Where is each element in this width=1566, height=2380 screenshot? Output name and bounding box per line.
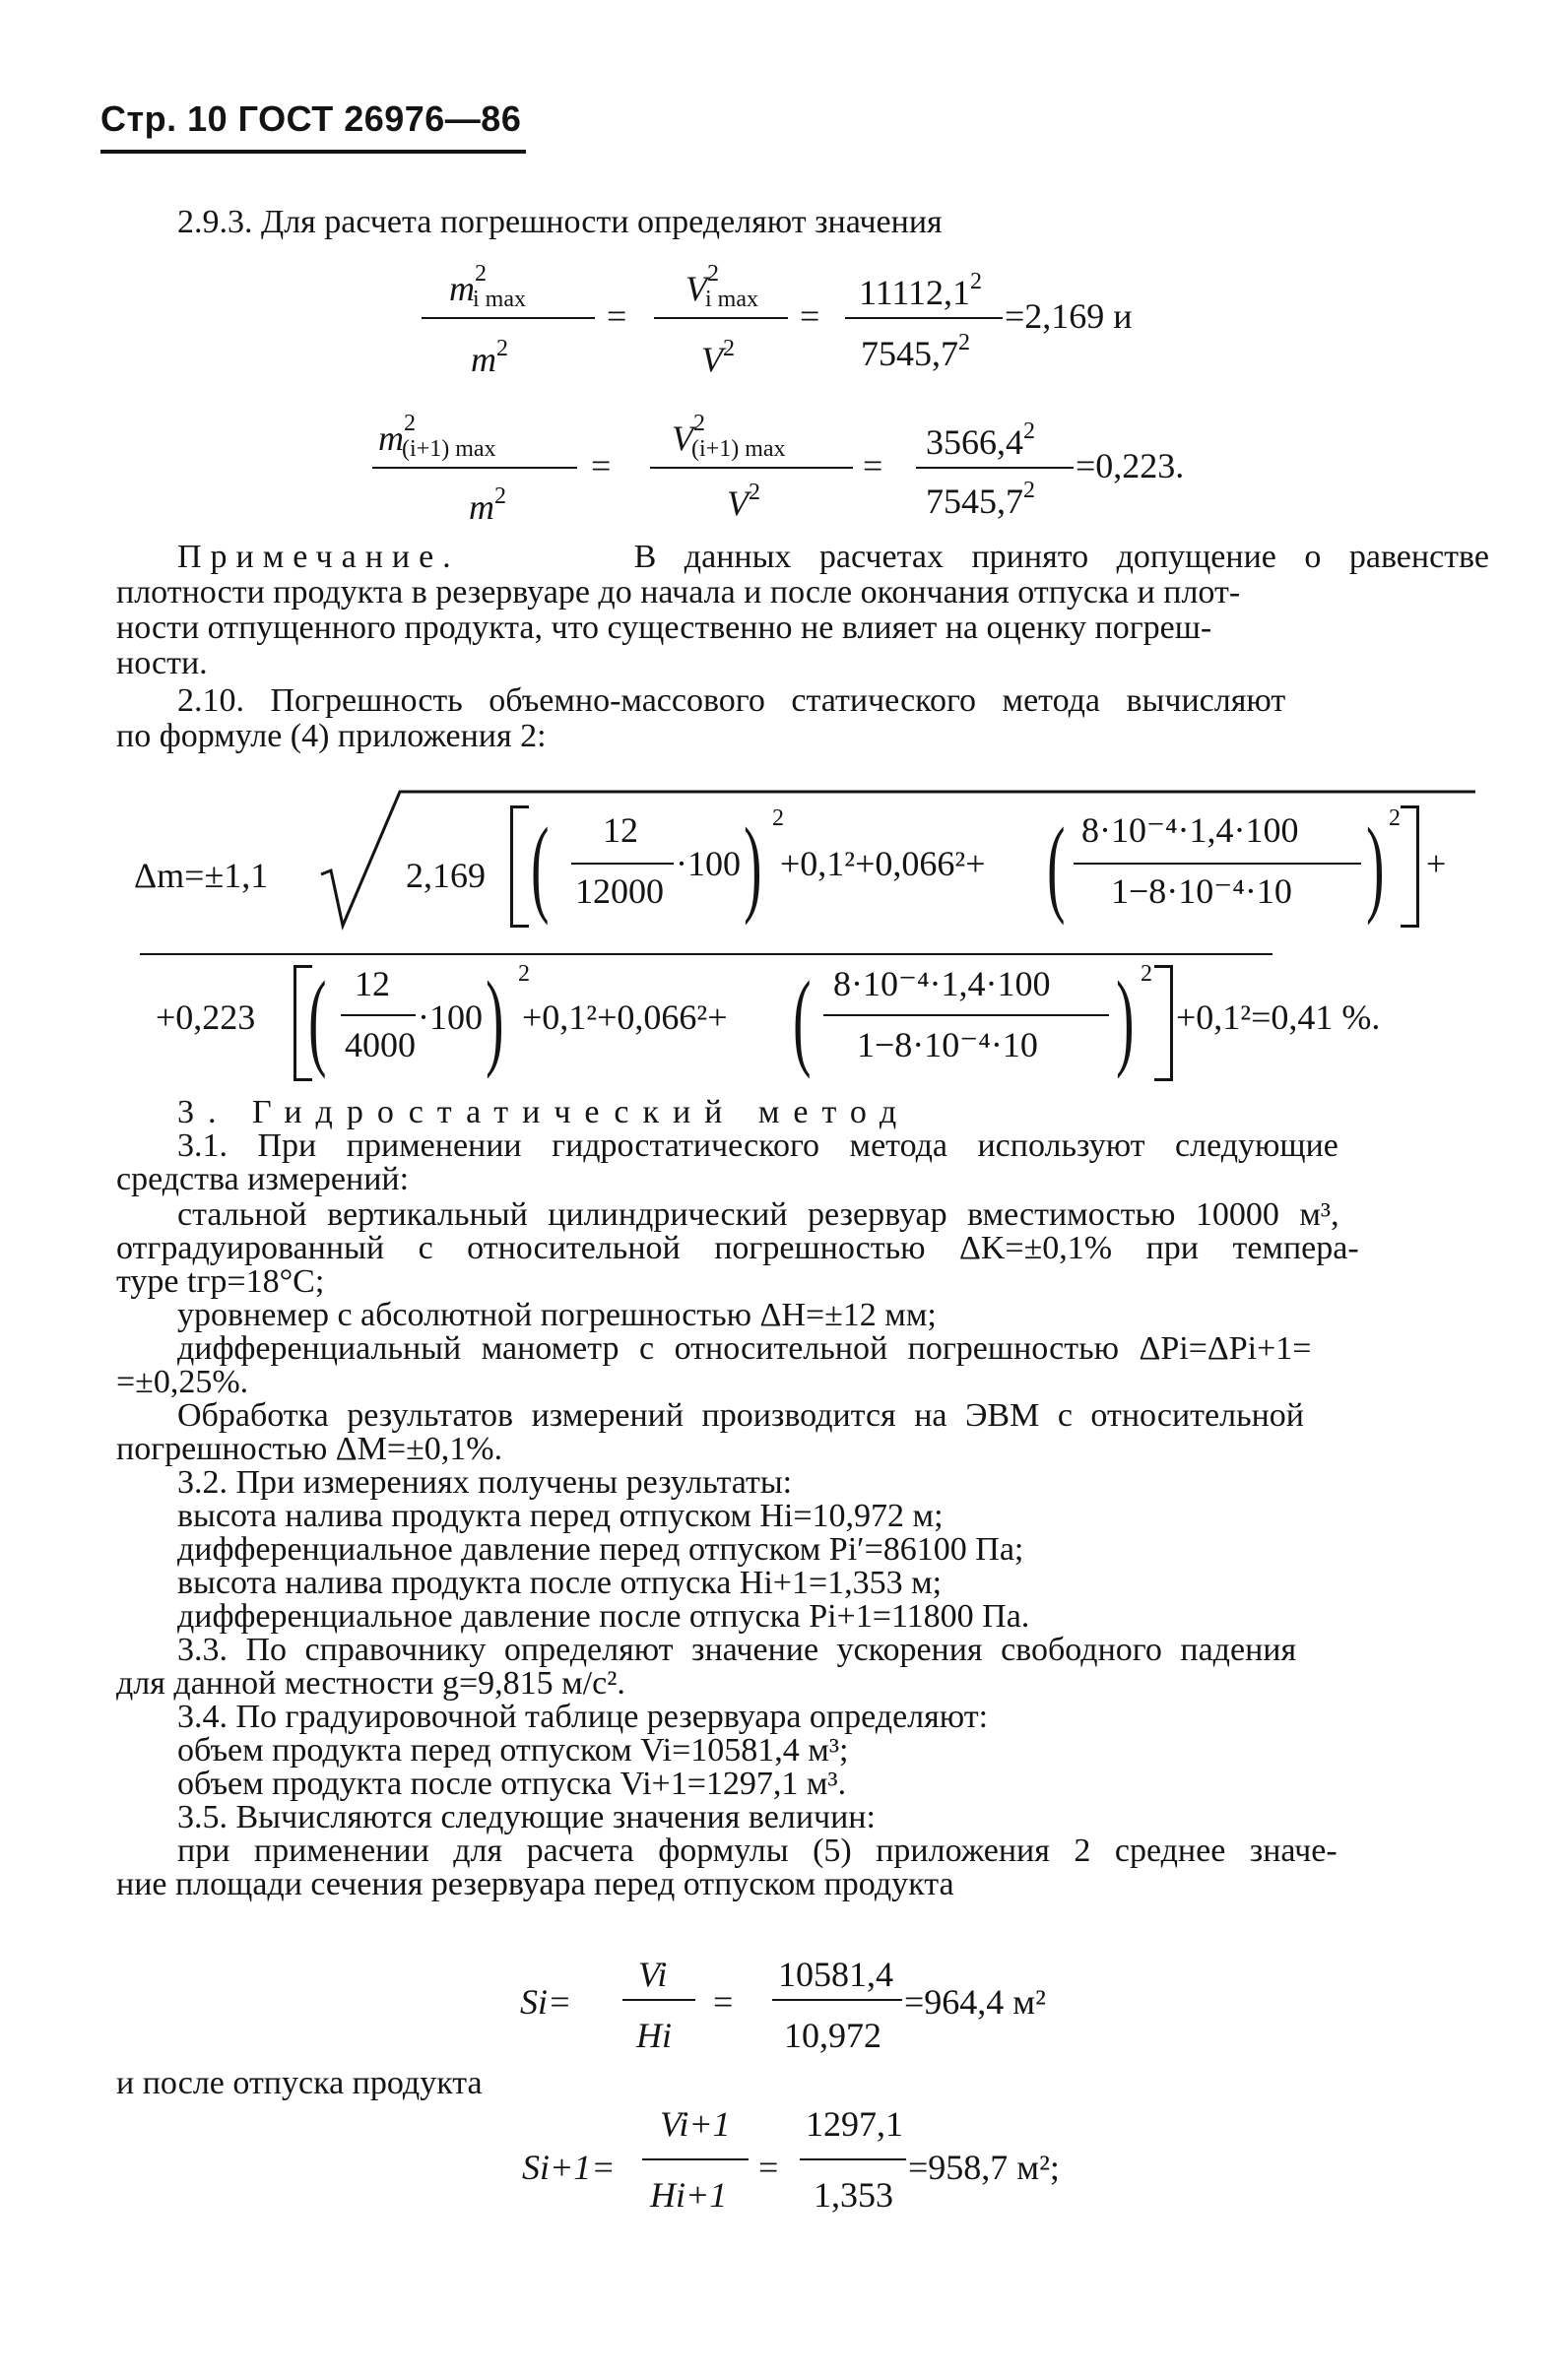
fm-tail: +0,1²=0,41 %. xyxy=(1176,997,1381,1037)
fm-frac-c-num: 12 xyxy=(355,964,390,1003)
fsi1-bar1 xyxy=(642,2158,749,2160)
f2-eq2: = xyxy=(863,446,883,485)
fsi1-bar2 xyxy=(800,2158,906,2160)
fsi-num1: Vi xyxy=(638,1955,668,1994)
s31-line-6: уровнемер с абсолютной погрешностью ΔH=±12 мм; xyxy=(177,1297,937,1333)
fm-lhs: Δm=±1,1 xyxy=(134,856,269,895)
note-label: Примечание. xyxy=(177,539,460,575)
fm-frac-c-bar xyxy=(341,1014,416,1016)
s34-line-3: объем продукта после отпуска Vi+1=1297,1 м³. xyxy=(177,1766,847,1802)
fm-frac-b-den: 1−8·10⁻⁴·10 xyxy=(1111,871,1292,911)
f1-den2: $V^2$ xyxy=(701,336,735,379)
s33-line-2: для данной местности g=9,815 м/с². xyxy=(116,1665,625,1702)
fm-frac-c-den: 4000 xyxy=(345,1025,416,1064)
fsi1-eq: = xyxy=(758,2148,779,2187)
s32-line-4: высота налива продукта после отпуска Hi+1=1,353 м; xyxy=(177,1565,943,1601)
fm-sq-c: 2 xyxy=(518,961,530,987)
note-line-2: плотности продукта в резервуаре до начала и после окончания отпуска и плот- xyxy=(116,574,1241,611)
fsi1-den2: 1,353 xyxy=(814,2175,893,2215)
f2-bar1 xyxy=(372,467,577,469)
fsi1-result: =958,7 м²; xyxy=(908,2148,1060,2187)
fm-frac-a-bar xyxy=(571,863,674,865)
f1-result: =2,169 и xyxy=(1005,296,1133,336)
fsi1-num1: Vi+1 xyxy=(660,2104,731,2144)
s31-line-3: стальной вертикальный цилиндрический резервуар вместимостью 10000 м³, xyxy=(177,1196,1339,1233)
f1-bar2 xyxy=(654,317,788,319)
s33-line-1: 3.3. По справочнику определяют значение ускорения свободного падения xyxy=(177,1632,1297,1668)
fm-frac-b-bar xyxy=(1074,863,1361,865)
fsi-bar1 xyxy=(622,1999,695,2001)
fm-mul100-a: ·100 xyxy=(676,844,741,883)
fm-terms-2: +0,1²+0,066²+ xyxy=(522,997,728,1037)
s293-intro: 2.9.3. Для расчета погрешности определяют значения xyxy=(177,204,943,240)
after-text: и после отпуска продукта xyxy=(116,2065,483,2101)
f1-eq2: = xyxy=(800,296,820,336)
fm-sq-b: 2 xyxy=(1389,805,1401,831)
s32-line-5: дифференциальное давление после отпуска Pi+1=11800 Па. xyxy=(177,1598,1030,1635)
bracket-close-2 xyxy=(1154,965,1173,1081)
s210-line-2: по формуле (4) приложения 2: xyxy=(116,718,547,754)
s31-line-1: 3.1. При применении гидростатического метода используют следующие xyxy=(177,1127,1338,1164)
f2-result: =0,223. xyxy=(1076,446,1185,485)
fm-frac-d-den: 1−8·10⁻⁴·10 xyxy=(857,1025,1038,1064)
f2-bar2 xyxy=(650,467,853,469)
f2-num1: $m^2(i+1)$ max xyxy=(378,411,496,462)
s35-line-2: при применении для расчета формулы (5) приложения 2 среднее значе- xyxy=(177,1833,1338,1869)
s35-line-3: ние площади сечения резервуара перед отпуском продукта xyxy=(116,1866,954,1902)
fm-frac-a-den: 12000 xyxy=(575,871,664,911)
f1-den3: 7545,7$^2$ xyxy=(861,330,970,373)
f2-eq1: = xyxy=(591,446,612,485)
s32-line-2: высота налива продукта перед отпуском Hi=10,972 м; xyxy=(177,1498,944,1534)
fm-terms-1: +0,1²+0,066²+ xyxy=(780,844,986,883)
f2-num2: $V^2(i+1)$ max xyxy=(672,411,786,462)
fsi-num2: 10581,4 xyxy=(778,1955,893,1994)
s34-line-2: объем продукта перед отпуском Vi=10581,4 м³; xyxy=(177,1732,849,1769)
fsi1-lhs: Si+1= xyxy=(522,2148,616,2187)
s32-line-3: дифференциальное давление перед отпуском Pi′=86100 Па; xyxy=(177,1531,1024,1568)
fm-sq-d: 2 xyxy=(1141,961,1152,987)
paren-close-b: ) xyxy=(1366,805,1385,926)
fm-frac-d-bar xyxy=(823,1014,1109,1016)
paren-open-b: ( xyxy=(1047,805,1066,926)
fsi-result: =964,4 м² xyxy=(904,1982,1046,2022)
fsi-lhs: Si= xyxy=(520,1982,572,2022)
f2-den3: 7545,7$^2$ xyxy=(926,478,1035,521)
fsi1-den1: Hi+1 xyxy=(650,2175,728,2215)
f2-bar3 xyxy=(916,467,1074,469)
s35-line-1: 3.5. Вычисляются следующие значения величин: xyxy=(177,1799,876,1835)
fsi1-num2: 1297,1 xyxy=(806,2104,903,2144)
f2-den2: $V^2$ xyxy=(727,480,760,523)
f1-num2: $V^2i$ max xyxy=(685,261,758,312)
fm-frac-d-num: 8·10⁻⁴·1,4·100 xyxy=(833,964,1051,1003)
f1-bar3 xyxy=(845,317,1003,319)
fsi-eq: = xyxy=(713,1982,734,2022)
f1-eq1: = xyxy=(607,296,627,336)
note-line-1-rest: В данных расчетах принято допущение о равенстве xyxy=(633,539,1489,575)
fm-k2: +0,223 xyxy=(156,997,256,1037)
s31-line-9: Обработка результатов измерений производится на ЭВМ с относительной xyxy=(177,1397,1304,1434)
fm-sq-a: 2 xyxy=(772,805,784,831)
header-rule xyxy=(100,150,526,154)
s32-line-1: 3.2. При измерениях получены результаты: xyxy=(177,1464,793,1501)
s210-line-1: 2.10. Погрешность объемно-массового статического метода вычисляют xyxy=(177,682,1286,719)
f1-num3: 11112,1$^2$ xyxy=(859,269,982,312)
sqrt-overbar-2 xyxy=(140,953,1272,955)
fsi-den2: 10,972 xyxy=(784,2016,881,2055)
note-line-1 xyxy=(177,540,1489,575)
s31-line-5: туре tгр=18°С; xyxy=(116,1263,325,1300)
s31-line-7: дифференциальный манометр с относительной погрешностью ΔPi=ΔPi+1= xyxy=(177,1330,1312,1367)
note-line-3: ности отпущенного продукта, что существенно не влияет на оценку погреш- xyxy=(116,610,1212,646)
f1-bar1 xyxy=(422,317,595,319)
fm-plus-end: + xyxy=(1426,844,1447,883)
fsi-den1: Hi xyxy=(636,2016,672,2055)
s31-line-4: отградуированный с относительной погрешностью ΔK=±0,1% при темпера- xyxy=(116,1230,1359,1266)
paren-open-d: ( xyxy=(793,959,812,1079)
f2-den1: $m^2$ xyxy=(469,483,506,527)
paren-open-c: ( xyxy=(308,959,327,1079)
paren-close-c: ) xyxy=(486,959,504,1079)
bracket-open-1 xyxy=(510,805,529,928)
page-header: Стр. 10 ГОСТ 26976—86 xyxy=(100,98,522,139)
f1-den1: $m^2$ xyxy=(471,336,508,379)
fm-k1: 2,169 xyxy=(406,856,486,895)
paren-close-a: ) xyxy=(744,805,762,926)
fm-frac-b-num: 8·10⁻⁴·1,4·100 xyxy=(1081,810,1299,850)
s3-title: 3. Гидростатический метод xyxy=(177,1094,911,1130)
fm-mul100-c: ·100 xyxy=(418,997,483,1037)
s34-line-1: 3.4. По градуировочной таблице резервуара определяют: xyxy=(177,1699,989,1735)
paren-close-d: ) xyxy=(1116,959,1135,1079)
s31-line-8: =±0,25%. xyxy=(116,1364,249,1400)
s31-line-2: средства измерений: xyxy=(116,1161,410,1197)
note-line-4: ности. xyxy=(116,645,208,681)
paren-open-a: ( xyxy=(531,805,550,926)
fsi-bar2 xyxy=(772,1999,902,2001)
f2-num3: 3566,4$^2$ xyxy=(926,418,1035,462)
fm-frac-a-num: 12 xyxy=(603,810,638,850)
f1-num1: $m^2i$ max xyxy=(449,261,526,312)
bracket-close-1 xyxy=(1401,805,1419,928)
s31-line-10: погрешностью ΔM=±0,1%. xyxy=(116,1431,503,1467)
